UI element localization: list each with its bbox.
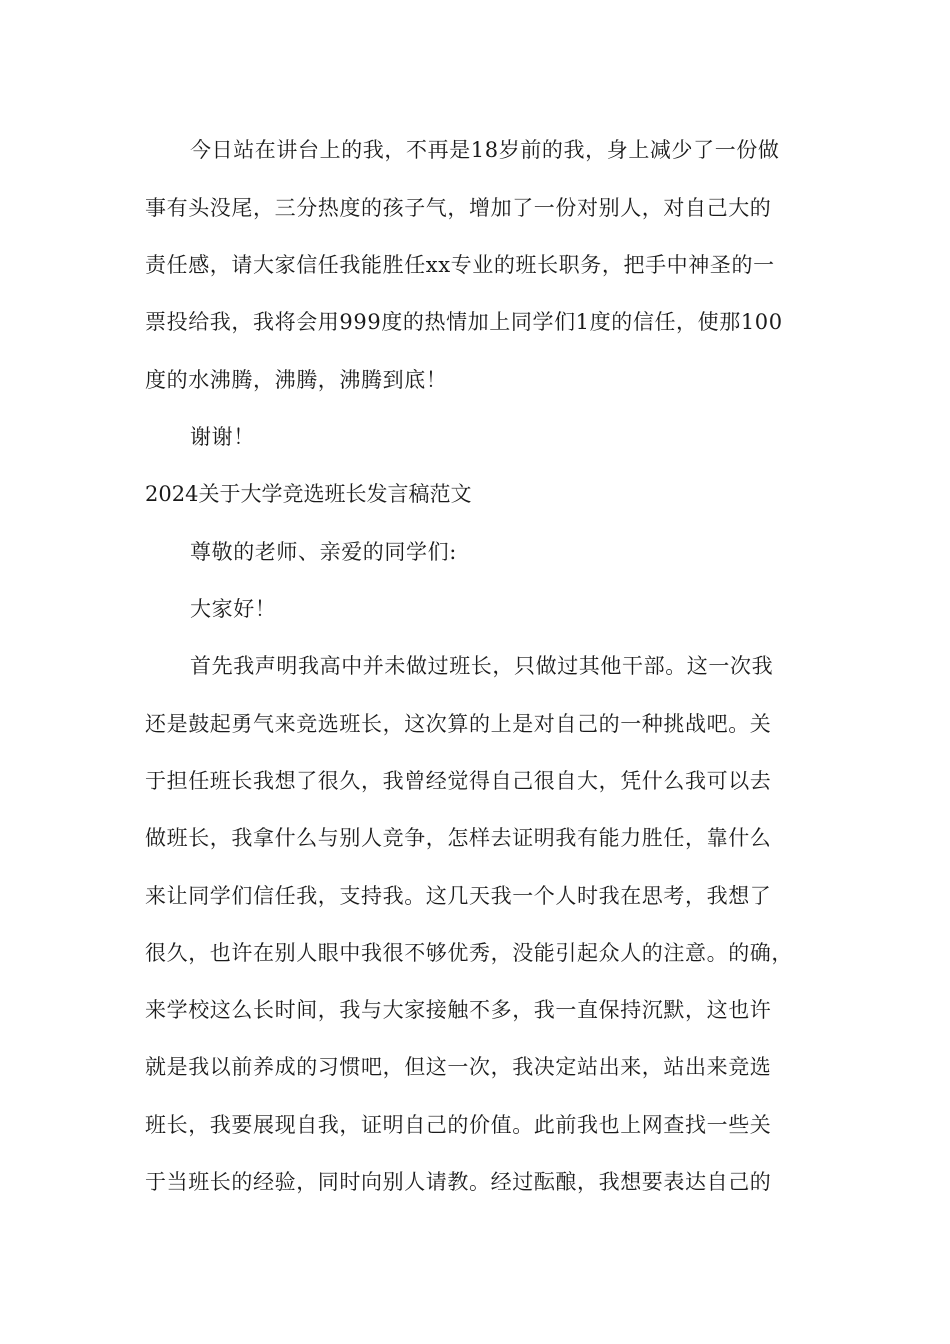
paragraph-line: 做班长，我拿什么与别人竞争，怎样去证明我有能力胜任，靠什么 (145, 826, 772, 850)
paragraph-line: 度的水沸腾，沸腾，沸腾到底！ (145, 368, 448, 392)
paragraph-line: 来学校这么长时间，我与大家接触不多，我一直保持沉默，这也许 (145, 998, 772, 1022)
paragraph-line: 来让同学们信任我，支持我。这几天我一个人时我在思考，我想了 (145, 884, 772, 908)
paragraph-line: 事有头没尾，三分热度的孩子气，增加了一份对别人，对自己大的 (145, 196, 772, 220)
paragraph-line: 就是我以前养成的习惯吧，但这一次，我决定站出来，站出来竞选 (145, 1055, 772, 1079)
thanks-line: 谢谢！ (190, 425, 255, 449)
paragraph-line: 首先我声明我高中并未做过班长，只做过其他干部。这一次我 (190, 654, 774, 678)
paragraph-line: 票投给我，我将会用999度的热情加上同学们1度的信任，使那100 (145, 310, 783, 334)
paragraph-line: 今日站在讲台上的我，不再是18岁前的我，身上减少了一份做 (190, 138, 780, 162)
paragraph-line: 班长，我要展现自我，证明自己的价值。此前我也上网查找一些关 (145, 1113, 772, 1137)
paragraph-line: 于担任班长我想了很久，我曾经觉得自己很自大，凭什么我可以去 (145, 769, 772, 793)
salutation-line: 尊敬的老师、亲爱的同学们: (190, 540, 457, 564)
section-title: 2024关于大学竞选班长发言稿范文 (145, 482, 472, 506)
paragraph-line: 于当班长的经验，同时向别人请教。经过酝酿，我想要表达自己的 (145, 1170, 772, 1194)
paragraph-line: 责任感，请大家信任我能胜任xx专业的班长职务，把手中神圣的一 (145, 253, 775, 277)
paragraph-line: 很久，也许在别人眼中我很不够优秀，没能引起众人的注意。的确， (145, 941, 793, 965)
paragraph-line: 还是鼓起勇气来竞选班长，这次算的上是对自己的一种挑战吧。关 (145, 712, 772, 736)
greeting-line: 大家好！ (190, 597, 277, 621)
